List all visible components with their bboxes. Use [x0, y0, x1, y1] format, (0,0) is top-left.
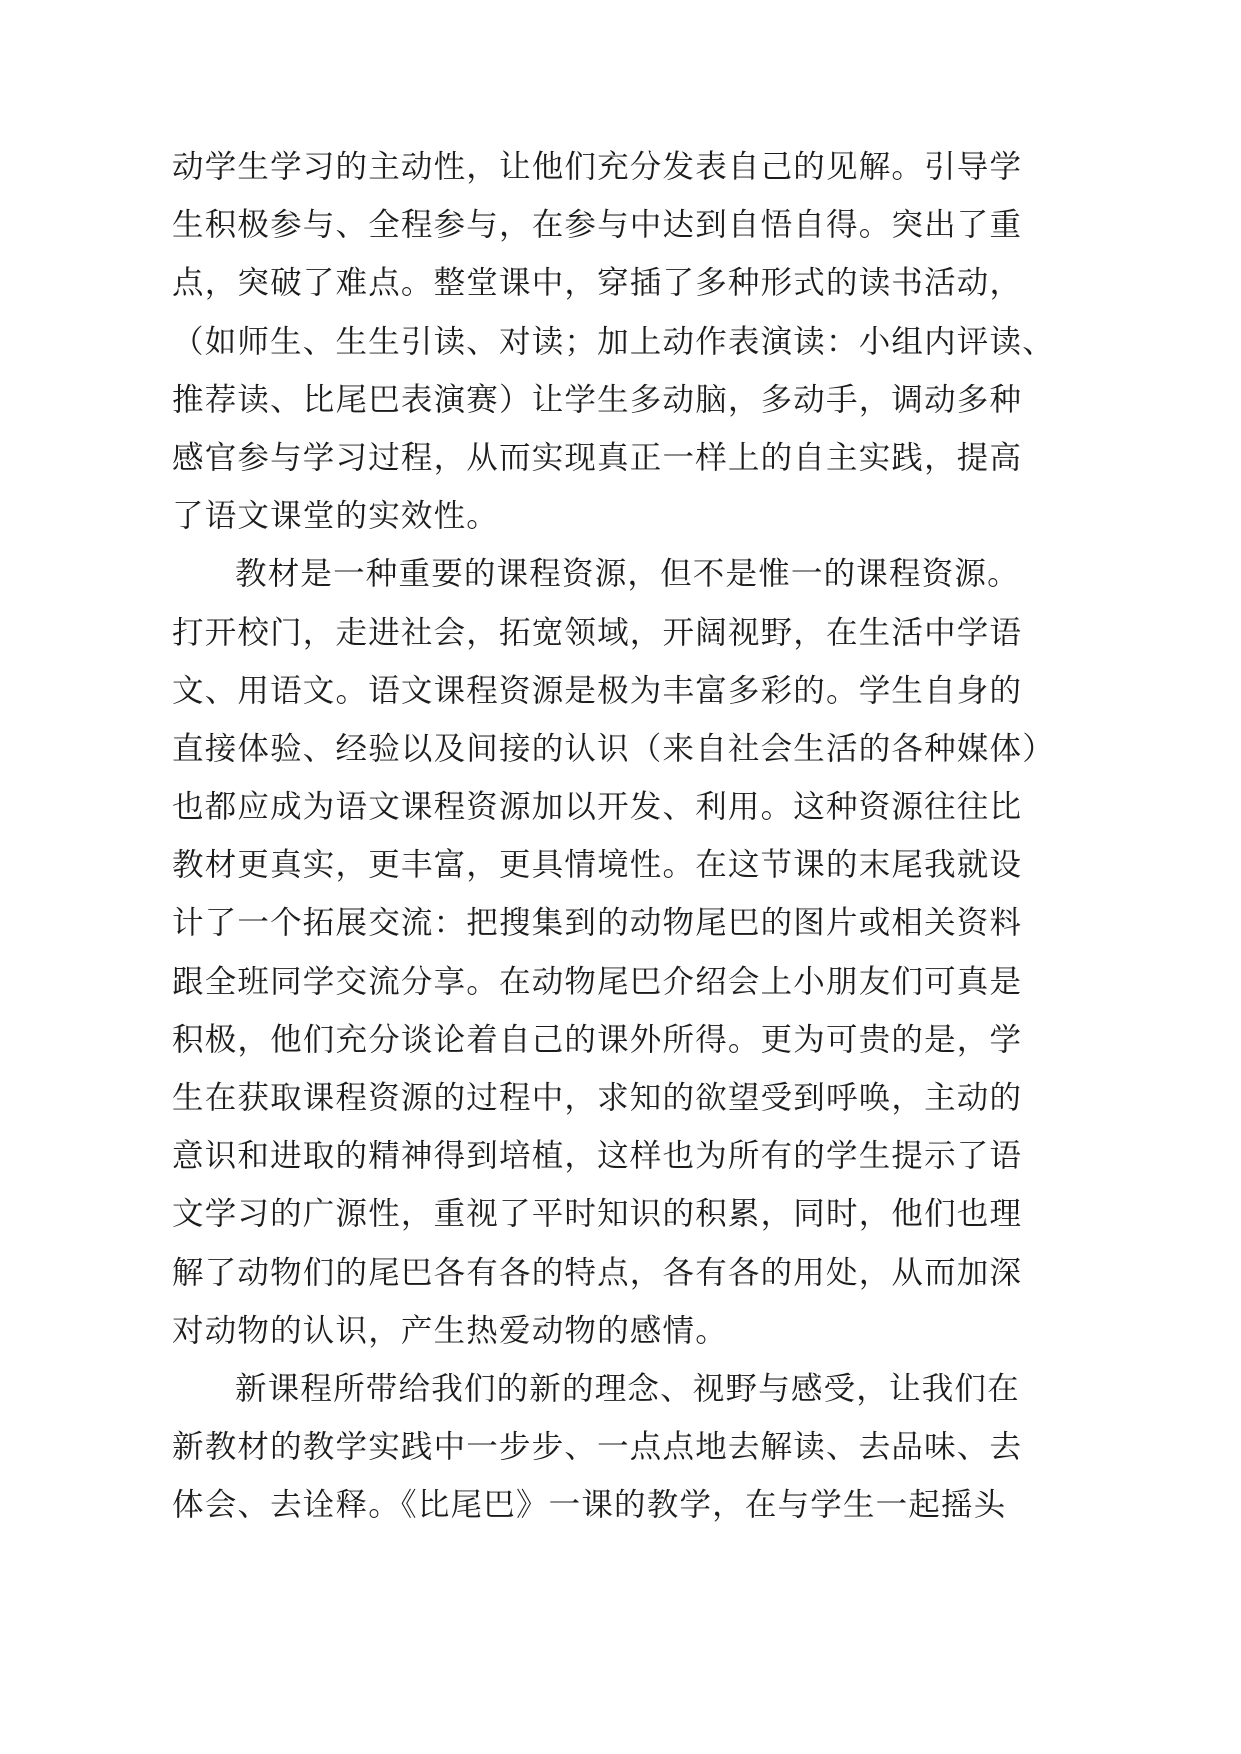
text-line: 文学习的广源性，重视了平时知识的积累，同时，他们也理 — [172, 1196, 1023, 1233]
text-line: 推荐读、比尾巴表演赛）让学生多动脑，多动手，调动多种 — [172, 381, 1023, 418]
text-line: 跟全班同学交流分享。在动物尾巴介绍会上小朋友们可真是 — [172, 963, 1023, 1000]
text-line: 教材更真实，更丰富，更具情境性。在这节课的末尾我就设 — [172, 847, 1023, 884]
paragraph-first-line: 教材是一种重要的课程资源，但不是惟一的课程资源。 — [235, 556, 1020, 593]
paragraph-first-line: 新课程所带给我们的新的理念、视野与感受，让我们在 — [235, 1370, 1020, 1407]
text-line: 体会、去诠释。《比尾巴》一课的教学，在与学生一起摇头 — [172, 1487, 1007, 1524]
body-text — [172, 138, 1055, 1535]
text-line: 文、用语文。语文课程资源是极为丰富多彩的。学生自身的 — [172, 672, 1023, 709]
text-line: 计了一个拓展交流：把搜集到的动物尾巴的图片或相关资料 — [172, 905, 1023, 942]
text-line: 打开校门，走进社会，拓宽领域，开阔视野，在生活中学语 — [172, 614, 1023, 651]
text-line: 对动物的认识，产生热爱动物的感情。 — [172, 1312, 728, 1349]
text-line: （如师生、生生引读、对读；加上动作表演读：小组内评读、 — [172, 323, 1055, 360]
text-line: 意识和进取的精神得到培植，这样也为所有的学生提示了语 — [172, 1138, 1023, 1175]
text-line: 生积极参与、全程参与，在参与中达到自悟自得。突出了重 — [172, 207, 1023, 244]
text-line: 也都应成为语文课程资源加以开发、利用。这种资源往往比 — [172, 789, 1023, 826]
text-line: 生在获取课程资源的过程中，求知的欲望受到呼唤，主动的 — [172, 1080, 1023, 1116]
text-line: 新教材的教学实践中一步步、一点点地去解读、去品味、去 — [172, 1429, 1023, 1466]
text-line: 解了动物们的尾巴各有各的特点，各有各的用处，从而加深 — [172, 1254, 1023, 1291]
text-line: 点，突破了难点。整堂课中，穿插了多种形式的读书活动， — [172, 265, 1023, 302]
text-line: 积极，他们充分谈论着自己的课外所得。更为可贵的是，学 — [172, 1021, 1023, 1058]
text-line: 动学生学习的主动性，让他们充分发表自己的见解。引导学 — [172, 149, 1023, 185]
text-line: 直接体验、经验以及间接的认识（来自社会生活的各种媒体） — [172, 730, 1055, 767]
text-line: 了语文课堂的实效性。 — [172, 498, 500, 535]
text-line: 感官参与学习过程，从而实现真正一样上的自主实践，提高 — [172, 439, 1023, 476]
